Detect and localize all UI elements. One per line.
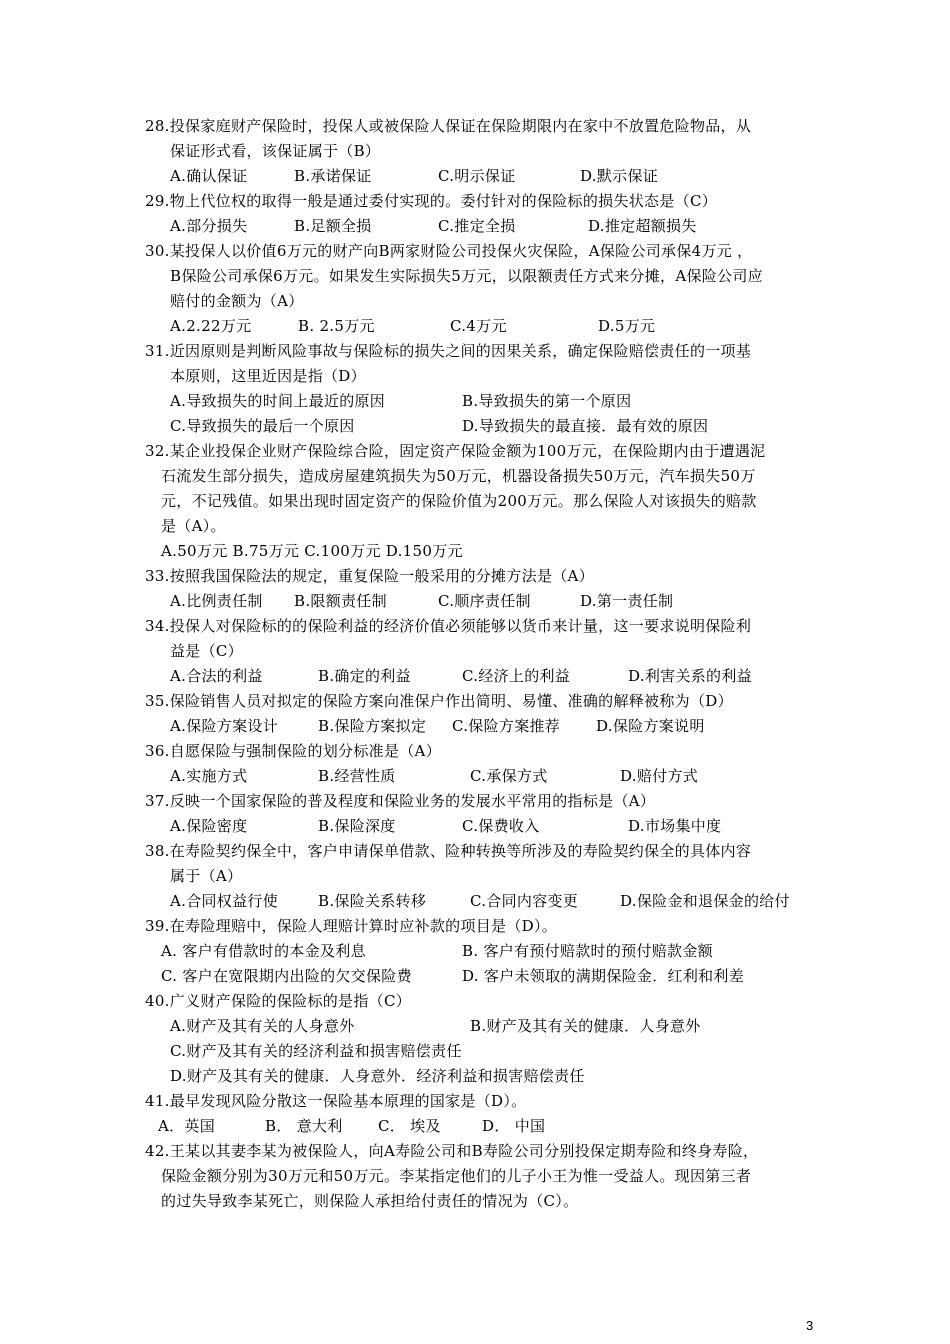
answer-option: C.合同内容变更 [470, 892, 579, 910]
answer-option: C.导致损失的最后一个原因 [170, 417, 355, 435]
answer-option: D.市场集中度 [628, 817, 722, 835]
answer-option: B.承诺保证 [294, 167, 372, 185]
answer-option: A.保险方案设计 [170, 717, 279, 735]
answer-option: D． 中国 [482, 1117, 546, 1135]
answer-option: D.5万元 [598, 317, 656, 335]
question-stem: 42.王某以其妻李某为被保险人，向A寿险公司和B寿险公司分别投保定期寿险和终身寿险， [145, 1142, 759, 1160]
answer-option: D.保险金和退保金的给付 [620, 892, 790, 910]
question-stem: 35.保险销售人员对拟定的保险方案向准保户作出简明、易懂、准确的解释被称为（D） [145, 692, 733, 710]
answer-option: B． 意大利 [265, 1117, 343, 1135]
answer-option: D.导致损失的最直接．最有效的原因 [462, 417, 709, 435]
question-stem: 39.在寿险理赔中，保险人理赔计算时应补款的项目是（D）。 [145, 917, 558, 935]
question-stem-continued: 赔付的金额为（A） [170, 292, 304, 310]
question-stem: 34.投保人对保险标的的保险利益的经济价值必须能够以货币来计量，这一要求说明保险利 [145, 617, 752, 635]
answer-option: B.限额责任制 [294, 592, 387, 610]
answer-option: B.保险方案拟定 [318, 717, 427, 735]
answer-option: A.确认保证 [170, 167, 248, 185]
answer-option: A.实施方式 [170, 767, 248, 785]
answer-option: D.赔付方式 [620, 767, 699, 785]
answer-option: D.利害关系的利益 [628, 667, 752, 685]
question-stem-continued: 保险金额分别为30万元和50万元。李某指定他们的儿子小王为惟一受益人。现因第三者 [161, 1167, 752, 1185]
answer-option: C.顺序责任制 [438, 592, 531, 610]
question-stem-continued: 本原则，这里近因是指（D） [170, 367, 366, 385]
question-stem: 40.广义财产保险的保险标的是指（C） [145, 992, 412, 1010]
question-stem: 30.某投保人以价值6万元的财产向B两家财险公司投保火灾保险，A保险公司承保4万元 ， [145, 242, 753, 260]
answer-option: A.比例责任制 [170, 592, 263, 610]
answer-option: C.4万元 [450, 317, 507, 335]
question-stem-continued: 的过失导致李某死亡，则保险人承担给付责任的情况为（C）。 [161, 1192, 579, 1210]
question-stem-continued: 保证形式看，该保证属于（B） [170, 142, 381, 160]
answer-option: B.导致损失的第一个原因 [462, 392, 632, 410]
answer-option: B.保险深度 [318, 817, 396, 835]
answer-option: A. 客户有借款时的本金及利息 [161, 942, 366, 960]
answer-option: A．英国 [158, 1117, 216, 1135]
answer-option: B. 2.5万元 [298, 317, 375, 335]
question-stem: 37.反映一个国家保险的普及程度和保险业务的发展水平常用的指标是（A） [145, 792, 656, 810]
question-stem-continued: 元，不记残值。如果出现时固定资产的保险价值为200万元。那么保险人对该损失的赔款 [161, 492, 757, 510]
answer-option: C. 客户在宽限期内出险的欠交保险费 [161, 967, 412, 985]
answer-option: C.保费收入 [462, 817, 540, 835]
answer-option: A.合同权益行使 [170, 892, 279, 910]
answer-option: C． 埃及 [378, 1117, 441, 1135]
answer-option: B.经营性质 [318, 767, 396, 785]
answer-option: A.导致损失的时间上最近的原因 [170, 392, 386, 410]
answer-option: A.财产及其有关的人身意外 [170, 1017, 355, 1035]
answer-option: A.合法的利益 [170, 667, 263, 685]
answer-option: B. 客户有预付赔款时的预付赔款金额 [462, 942, 713, 960]
question-stem: 38.在寿险契约保全中，客户申请保单借款、险种转换等所涉及的寿险契约保全的具体内容 [145, 842, 752, 860]
answer-option: B.足额全损 [294, 217, 372, 235]
question-stem: 36.自愿保险与强制保险的划分标准是（A） [145, 742, 441, 760]
answer-option: D.保险方案说明 [596, 717, 705, 735]
answer-option: D.推定超额损失 [588, 217, 697, 235]
question-stem-continued: 益是（C） [170, 642, 243, 660]
answer-option: C.承保方式 [470, 767, 548, 785]
question-stem: 32.某企业投保企业财产保险综合险，固定资产保险金额为100万元，在保险期内由于遭遇泥 [145, 442, 766, 460]
answer-option: B.保险关系转移 [318, 892, 427, 910]
answer-option: D.财产及其有关的健康．人身意外．经济利益和损害赔偿责任 [170, 1067, 585, 1085]
question-stem-continued: 属于（A） [170, 867, 243, 885]
question-stem: 41.最早发现风险分散这一保险基本原理的国家是（D）。 [145, 1092, 527, 1110]
question-stem-continued: 是（A）。 [161, 517, 226, 535]
answer-option: C.保险方案推荐 [452, 717, 561, 735]
answer-option: A.50万元 B.75万元 C.100万元 D.150万元 [161, 542, 463, 560]
question-stem: 29.物上代位权的取得一般是通过委付实现的。委付针对的保险标的损失状态是（C） [145, 192, 718, 210]
answer-option: A.2.22万元 [170, 317, 252, 335]
answer-option: D.默示保证 [580, 167, 659, 185]
answer-option: A.部分损失 [170, 217, 248, 235]
question-stem: 33.按照我国保险法的规定，重复保险一般采用的分摊方法是（A） [145, 567, 594, 585]
answer-option: B.财产及其有关的健康．人身意外 [470, 1017, 701, 1035]
answer-option: B.确定的利益 [318, 667, 411, 685]
answer-option: C.财产及其有关的经济利益和损害赔偿责任 [170, 1042, 462, 1060]
answer-option: D. 客户未领取的满期保险金．红利和利差 [462, 967, 745, 985]
question-stem-continued: 石流发生部分损失，造成房屋建筑损失为50万元，机器设备损失50万元，汽车损失50万 [161, 467, 756, 485]
answer-option: C.经济上的利益 [462, 667, 571, 685]
answer-option: C.明示保证 [438, 167, 516, 185]
answer-option: D.第一责任制 [580, 592, 674, 610]
question-stem: 31.近因原则是判断风险事故与保险标的损失之间的因果关系，确定保险赔偿责任的一项基 [145, 342, 752, 360]
page-number: 3 [806, 1318, 814, 1333]
question-stem: 28.投保家庭财产保险时，投保人或被保险人保证在保险期限内在家中不放置危险物品，从 [145, 117, 752, 135]
answer-option: A.保险密度 [170, 817, 248, 835]
question-stem-continued: B保险公司承保6万元。如果发生实际损失5万元，以限额责任方式来分摊，A保险公司应 [170, 267, 763, 285]
answer-option: C.推定全损 [438, 217, 516, 235]
